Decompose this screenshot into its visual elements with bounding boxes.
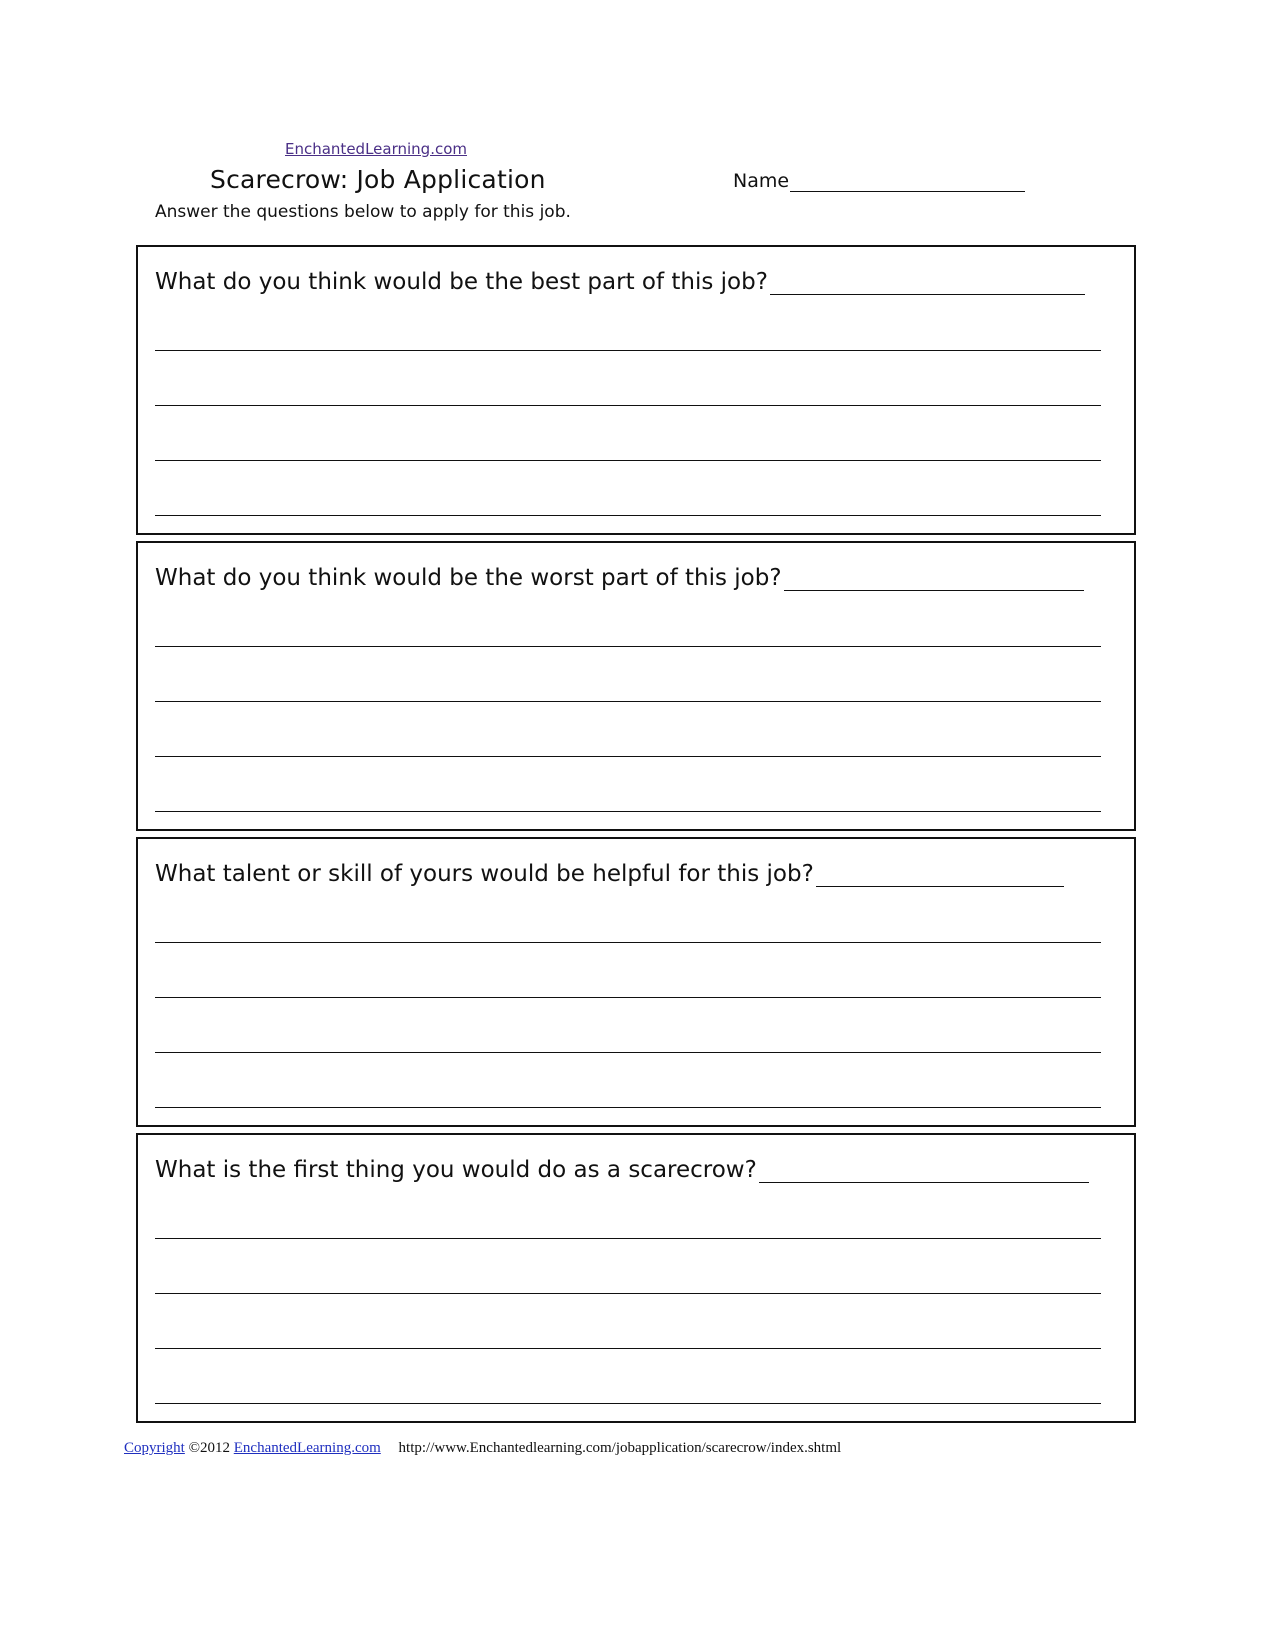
- answer-line[interactable]: [155, 515, 1101, 516]
- question-box-4: [136, 1133, 1136, 1423]
- answer-line[interactable]: [155, 646, 1101, 647]
- name-label: Name: [733, 170, 790, 192]
- question-3: [155, 861, 1064, 887]
- answer-line[interactable]: [155, 460, 1101, 461]
- name-field: [733, 170, 1025, 192]
- answer-line[interactable]: [155, 701, 1101, 702]
- site-link[interactable]: EnchantedLearning.com: [285, 140, 467, 158]
- question-box-1: [136, 245, 1136, 535]
- question-box-2: [136, 541, 1136, 831]
- answer-line[interactable]: [155, 997, 1101, 998]
- question-4: [155, 1157, 1089, 1183]
- footer-site-link[interactable]: EnchantedLearning.com: [233, 1440, 381, 1456]
- copyright-link[interactable]: Copyright: [124, 1440, 185, 1456]
- question-1: [155, 269, 1085, 295]
- question-box-3: [136, 837, 1136, 1127]
- answer-blank[interactable]: [784, 568, 1084, 591]
- answer-line[interactable]: [155, 1348, 1101, 1349]
- name-blank[interactable]: [790, 173, 1025, 192]
- footer: [124, 1440, 841, 1457]
- answer-blank[interactable]: [759, 1160, 1089, 1183]
- answer-line[interactable]: [155, 756, 1101, 757]
- question-2: [155, 565, 1084, 591]
- question-text: What talent or skill of yours would be helpful for this job?: [155, 861, 814, 887]
- answer-line[interactable]: [155, 942, 1101, 943]
- answer-blank[interactable]: [770, 272, 1085, 295]
- answer-line[interactable]: [155, 1238, 1101, 1239]
- answer-line[interactable]: [155, 1293, 1101, 1294]
- page-url: http://www.Enchantedlearning.com/jobapplication/scarecrow/index.shtml: [398, 1440, 842, 1456]
- copyright-year: ©2012: [188, 1440, 230, 1456]
- page-title: Scarecrow: Job Application: [210, 165, 546, 194]
- instructions: Answer the questions below to apply for this job.: [155, 202, 571, 222]
- question-text: What do you think would be the best part of this job?: [155, 269, 768, 295]
- answer-line[interactable]: [155, 1052, 1101, 1053]
- question-text: What is the first thing you would do as a scarecrow?: [155, 1157, 757, 1183]
- answer-line[interactable]: [155, 405, 1101, 406]
- answer-line[interactable]: [155, 1107, 1101, 1108]
- question-text: What do you think would be the worst part of this job?: [155, 565, 782, 591]
- answer-line[interactable]: [155, 350, 1101, 351]
- answer-line[interactable]: [155, 1403, 1101, 1404]
- answer-line[interactable]: [155, 811, 1101, 812]
- answer-blank[interactable]: [816, 864, 1064, 887]
